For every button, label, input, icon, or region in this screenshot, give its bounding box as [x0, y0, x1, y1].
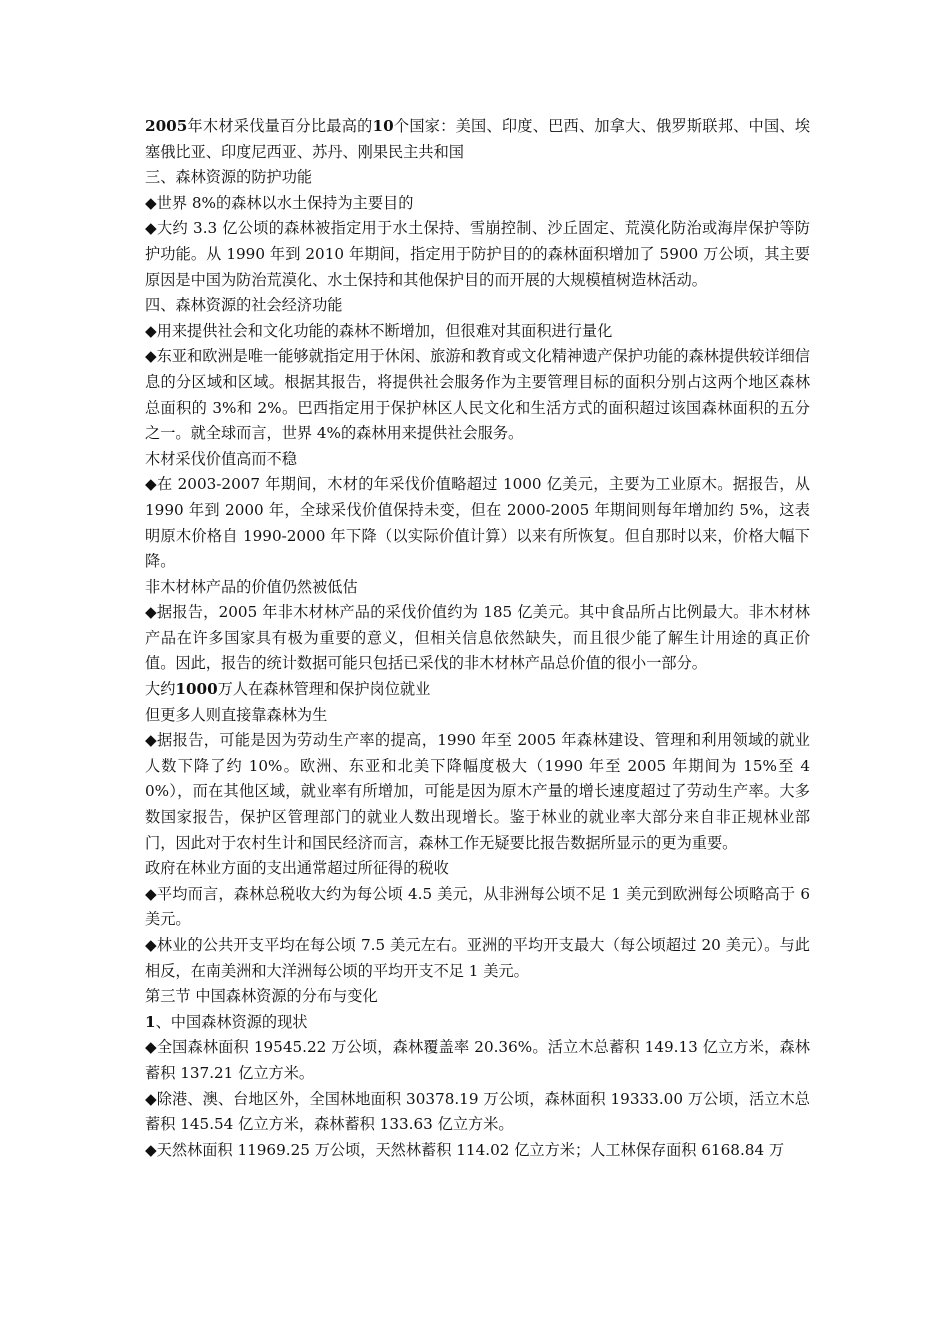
bold-count: 10 — [372, 117, 394, 135]
subheading-employment — [145, 677, 810, 703]
bullet-item: ◆世界 8%的森林以水土保持为主要目的 — [145, 193, 414, 212]
section-heading: 第三节 中国森林资源的分布与变化 — [145, 987, 378, 1006]
bullet-item: ◆大约 3.3 亿公顷的森林被指定用于水土保持、雪崩控制、沙丘固定、荒漠化防治或海岸保护等防护功能。从 1990 年到 2010 年期间，指定用于防护目的的森林面积增加了 5900 万公顷，其主要原因是中国为防治荒漠化、水土保持和其他保护目的而开展的大规模植树造林活动。 — [145, 219, 810, 289]
bold-number: 1000 — [175, 680, 218, 699]
paragraph-text: 个国家：美国、印度、巴西、加拿大、俄罗斯联邦、中国、埃塞俄比亚、印度尼西亚、苏丹、刚果民主共和国 — [145, 117, 811, 161]
document-page — [145, 114, 810, 1163]
bullet-item: ◆用来提供社会和文化功能的森林不断增加，但很难对其面积进行量化 — [145, 321, 613, 340]
numbered-heading — [145, 1010, 810, 1036]
bullet-item: ◆除港、澳、台地区外，全国林地面积 30378.19 万公顷，森林面积 19333.00 万公顷，活立木总蓄积 145.54 亿立方米，森林蓄积 133.63 亿立方米。 — [145, 1089, 810, 1134]
bold-number: 1 — [145, 1012, 156, 1031]
bullet-item: ◆据报告，可能是因为劳动生产率的提高，1990 年至 2005 年森林建设、管理和利用领域的就业人数下降了约 10%。欧洲、东亚和北美下降幅度极大（1990 年至 2005 年期间为 15%至 40%），而在其他区域，就业率有所增加，可能是因为原木产量的增长速度超过了劳动生产率。大多数国家报告，保护区管理部门的就业人数出现增长。鉴于林业的就业率大部分来自非正规林业部门，因此对于农村生计和国民经济而言，森林工作无疑要比报告数据所显示的更为重要。 — [145, 731, 810, 852]
paragraph-text: 、中国森林资源的现状 — [155, 1012, 308, 1031]
bullet-item: ◆据报告，2005 年非木材林产品的采伐价值约为 185 亿美元。其中食品所占比例最大。非木材林产品在许多国家具有极为重要的意义，但相关信息依然缺失，而且很少能了解生计用途的真正价值。因此，报告的统计数据可能只包括已采伐的非木材林产品总价值的很小一部分。 — [145, 603, 810, 673]
subheading: 非木材林产品的价值仍然被低估 — [145, 577, 358, 596]
bullet-item: ◆林业的公共开支平均在每公顷 7.5 美元左右。亚洲的平均开支最大（每公顷超过 20 美元）。与此相反，在南美洲和大洋洲每公顷的平均开支不足 1 美元。 — [145, 936, 810, 980]
bullet-item: ◆平均而言，森林总税收大约为每公顷 4.5 美元，从非洲每公顷不足 1 美元到欧洲每公顷略高于 6 美元。 — [145, 884, 810, 929]
subheading: 政府在林业方面的支出通常超过所征得的税收 — [145, 859, 449, 878]
paragraph-text: 万人在森林管理和保护岗位就业 — [217, 680, 431, 699]
subheading: 木材采伐价值高而不稳 — [145, 449, 297, 468]
bold-year: 2005 — [145, 117, 188, 135]
bullet-item: ◆东亚和欧洲是唯一能够就指定用于休闲、旅游和教育或文化精神遗产保护功能的森林提供较详细信息的分区域和区域。根据其报告，将提供社会服务作为主要管理目标的面积分别占这两个地区森林总面积的 3%和 2%。巴西指定用于保护林区人民文化和生活方式的面积超过该国森林面积的五分之一。就全球而言，世界 4%的森林用来提供社会服务。 — [145, 347, 810, 443]
bullet-item: ◆在 2003-2007 年期间，木材的年采伐价值略超过 1000 亿美元，主要为工业原木。据报告，从 1990 年到 2000 年，全球采伐价值保持未变，但在 2000-2005 年期间则每年增加约 5%，这表明原木价格自 1990-2000 年下降（以实际价值计算）以来有所恢复。但自那时以来，价格大幅下降。 — [145, 475, 810, 571]
bullet-item: ◆天然林面积 11969.25 万公顷，天然林蓄积 114.02 亿立方米；人工林保存面积 6168.84 万 — [145, 1140, 785, 1159]
paragraph-text: 年木材采伐量百分比最高的 — [187, 117, 373, 135]
section-heading: 三、森林资源的防护功能 — [145, 168, 313, 187]
paragraph-text: 大约 — [145, 680, 176, 699]
paragraph-top-countries — [145, 114, 810, 165]
subheading: 但更多人则直接靠森林为生 — [145, 705, 328, 724]
bullet-item: ◆全国森林面积 19545.22 万公顷，森林覆盖率 20.36%。活立木总蓄积 149.13 亿立方米，森林蓄积 137.21 亿立方米。 — [145, 1038, 810, 1082]
section-heading: 四、森林资源的社会经济功能 — [145, 296, 343, 315]
